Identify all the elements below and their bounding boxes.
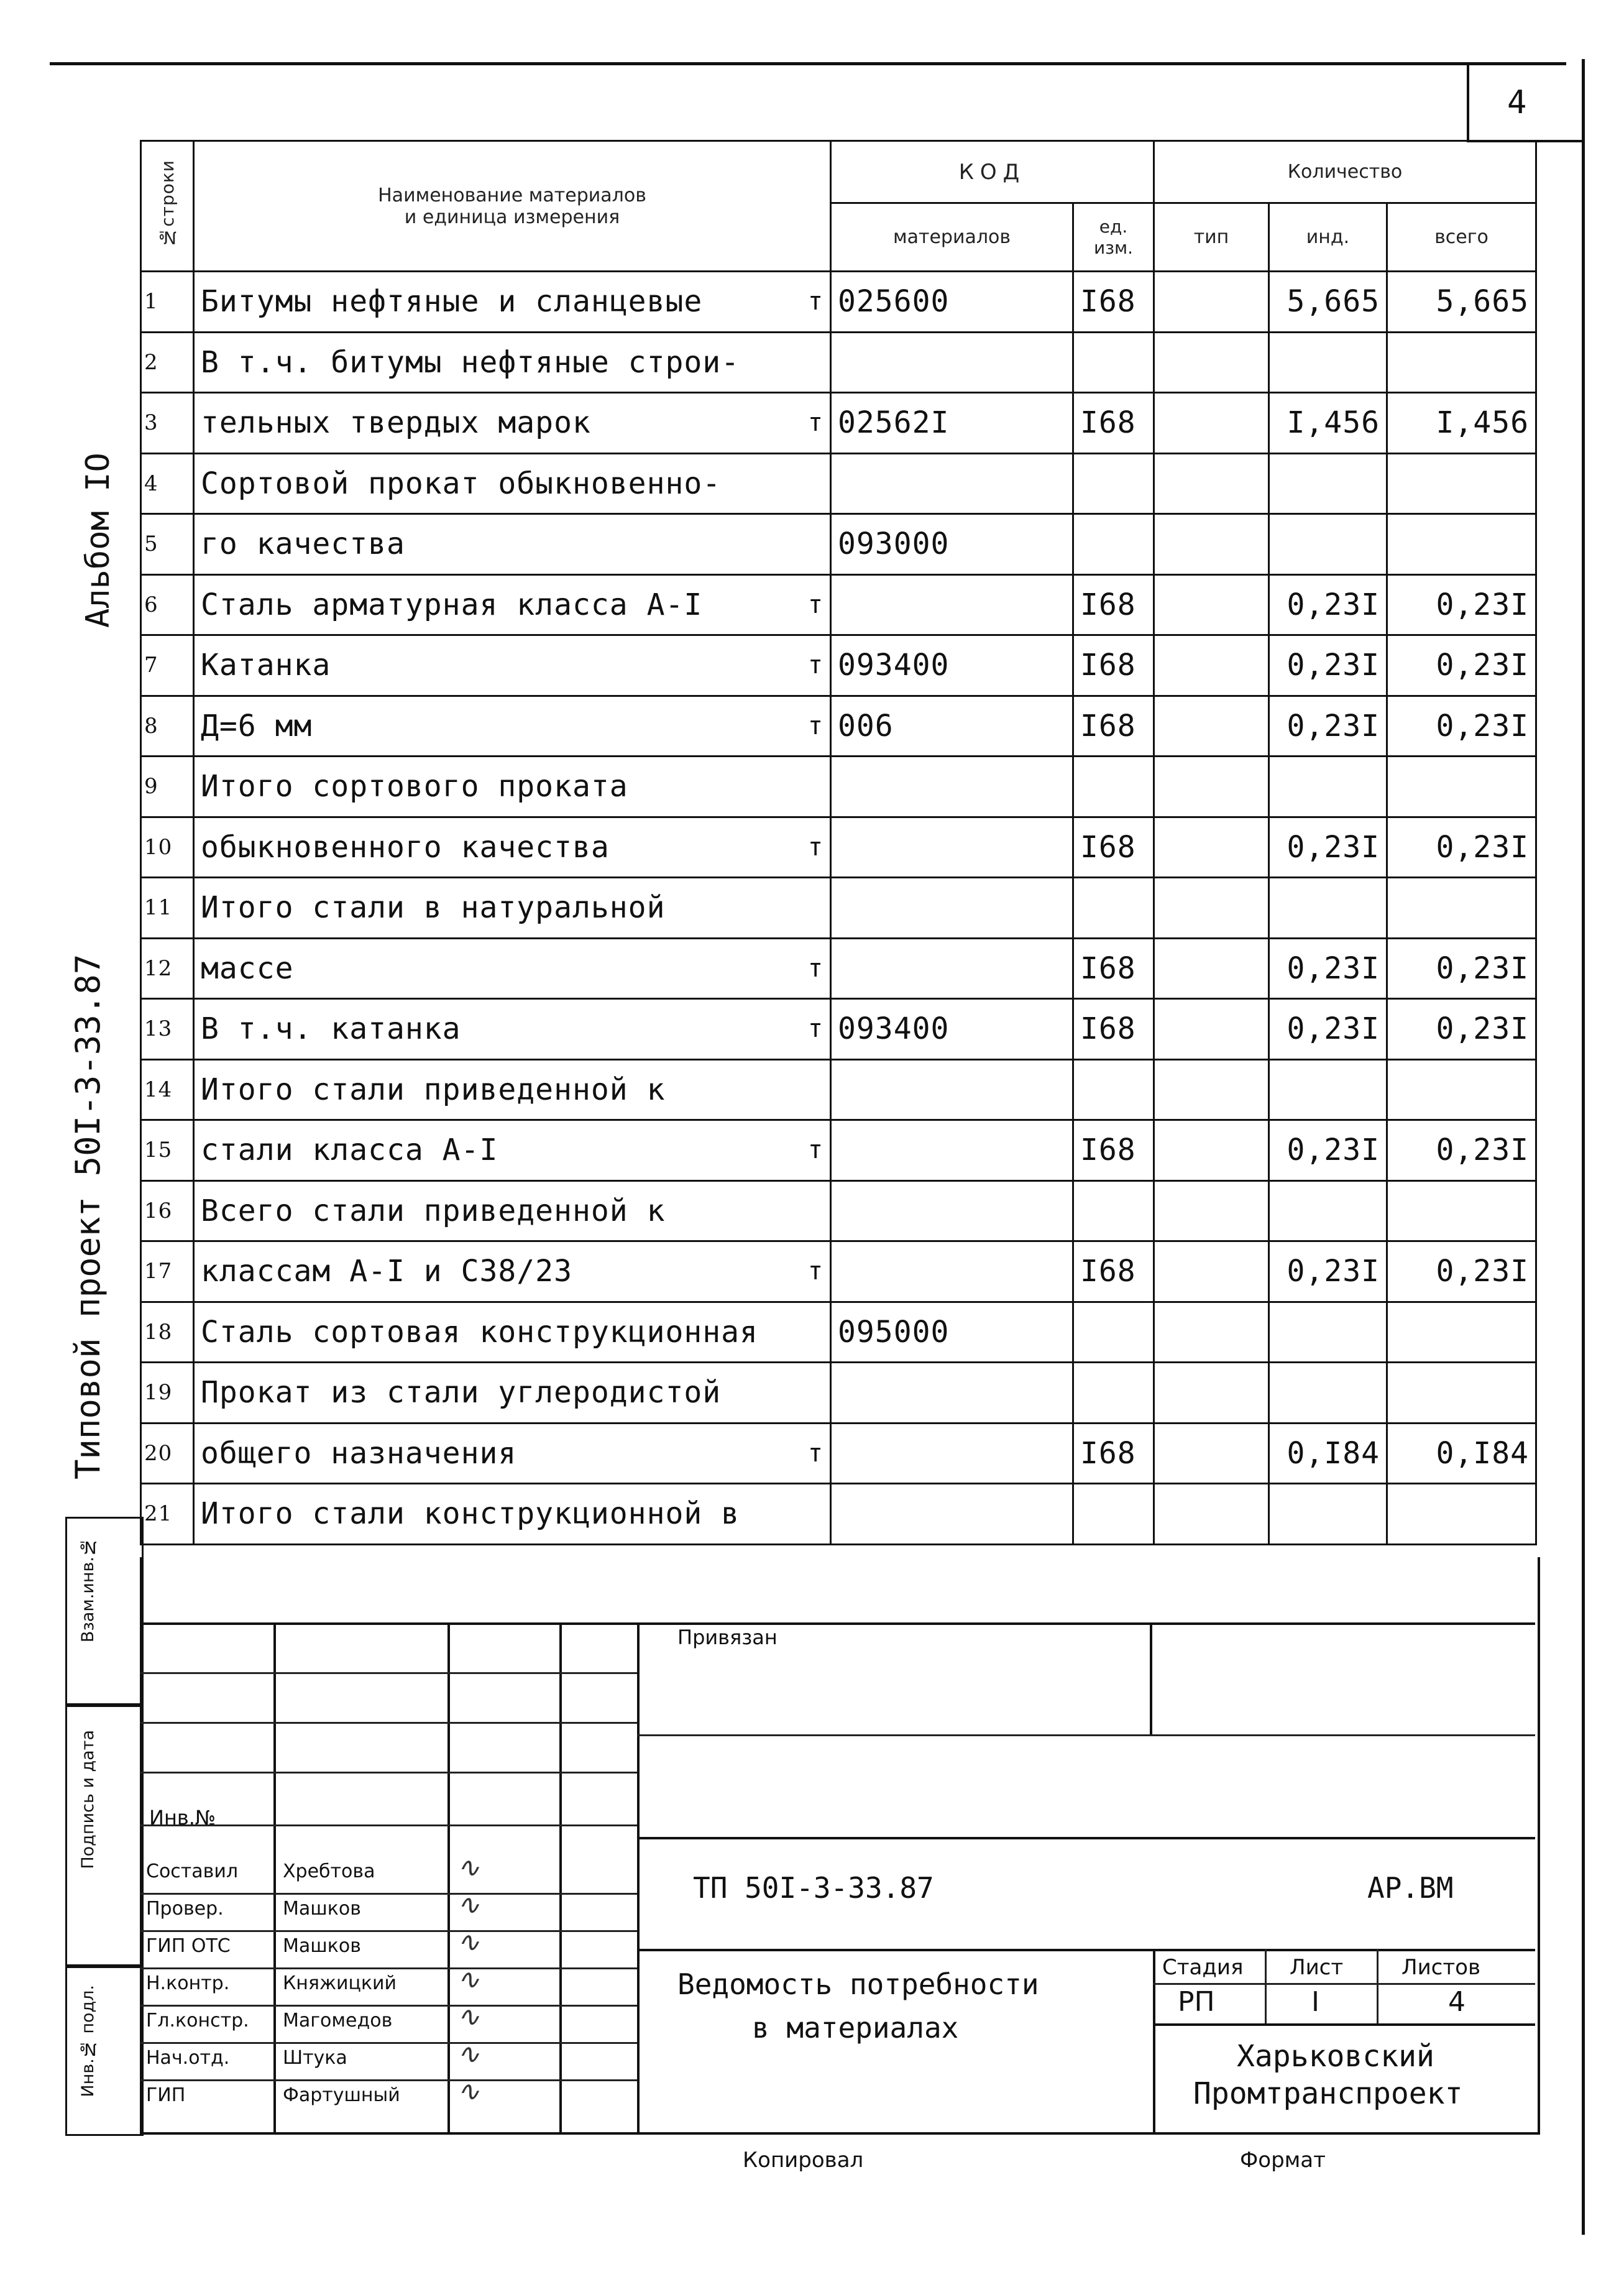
materials-table (140, 140, 1537, 1545)
vzam-inv-box (65, 1517, 144, 1707)
table-row (141, 272, 1536, 333)
table-row (141, 817, 1536, 878)
qty-total (1387, 514, 1536, 575)
row-number: 8 (141, 696, 194, 757)
qty-type (1154, 514, 1269, 575)
material-name-text: Битумы нефтяные и сланцевые (201, 284, 703, 320)
row-number: 20 (141, 1423, 194, 1484)
quantity-header: Количество (1154, 141, 1536, 203)
material-code (831, 938, 1073, 999)
signature-mark: ∿ (457, 1889, 480, 1921)
qty-ind: 0,23I (1269, 999, 1387, 1060)
material-code (831, 1059, 1073, 1120)
row-number: 10 (141, 817, 194, 878)
material-name (194, 999, 831, 1060)
signature-mark: ∿ (457, 2001, 480, 2033)
staff-row-line (140, 1967, 637, 1969)
qty-total: I,456 (1387, 393, 1536, 454)
material-name-text: общего назначения (201, 1435, 517, 1471)
staff-role: Провер. (146, 1898, 224, 1920)
sheet-number: 4 (1507, 84, 1527, 121)
sheets-value: 4 (1448, 1986, 1466, 2018)
qty-total (1387, 453, 1536, 514)
qty-total (1387, 878, 1536, 939)
qty-type (1154, 1241, 1269, 1302)
qty-ind (1269, 878, 1387, 939)
table-row (141, 1120, 1536, 1181)
table-row (141, 332, 1536, 393)
material-name (194, 1241, 831, 1302)
inv-no-label: Инв.№ (149, 1806, 216, 1829)
qty-ind: 0,23I (1269, 635, 1387, 696)
row-number: 13 (141, 999, 194, 1060)
table-row (141, 757, 1536, 817)
qty-ind: 0,I84 (1269, 1423, 1387, 1484)
qty-ind (1269, 1363, 1387, 1424)
signature-mark: ∿ (457, 1926, 480, 1958)
organization-line-2: Промтранспроект (1193, 2076, 1463, 2111)
table-row (141, 696, 1536, 757)
material-name (194, 453, 831, 514)
project-label: Типовой проект 50I-3-33.87 (68, 954, 108, 1479)
doc-title-line-1: Ведомость потребности (677, 1967, 1039, 2001)
row-number: 21 (141, 1484, 194, 1545)
row-number: 17 (141, 1241, 194, 1302)
qty-total (1387, 332, 1536, 393)
material-unit: т (807, 1136, 823, 1165)
unit-code (1073, 1180, 1154, 1241)
unit-code (1073, 514, 1154, 575)
staff-row-line (140, 1930, 637, 1932)
qty-ind: 0,23I (1269, 696, 1387, 757)
staff-role: Составил (146, 1861, 239, 1882)
material-name-text: В т.ч. битумы нефтяные строи- (201, 344, 740, 380)
material-code (831, 878, 1073, 939)
signature-mark: ∿ (457, 1964, 480, 1995)
unit-code (1073, 1302, 1154, 1363)
qty-type (1154, 574, 1269, 635)
material-name (194, 938, 831, 999)
material-name (194, 1484, 831, 1545)
table-row (141, 1180, 1536, 1241)
sheet-label: Лист (1290, 1955, 1344, 1980)
material-code: 093400 (831, 635, 1073, 696)
staff-col-divider-1 (273, 1622, 276, 2132)
code-header: КОД (831, 141, 1154, 203)
stage-block-divider (1153, 1949, 1155, 2132)
table-row (141, 393, 1536, 454)
stage-header-rule (1153, 1983, 1535, 1985)
material-name-text: Итого стали конструкционной в (201, 1496, 740, 1532)
row-number: 9 (141, 757, 194, 817)
table-row (141, 635, 1536, 696)
doc-code: ТП 50I-3-33.87 (693, 1871, 934, 1905)
row-number: 12 (141, 938, 194, 999)
qty-ind (1269, 757, 1387, 817)
material-name-text: В т.ч. катанка (201, 1011, 461, 1047)
material-unit: т (807, 590, 823, 619)
qty-ind: 5,665 (1269, 272, 1387, 333)
qty-total (1387, 1363, 1536, 1424)
qty-ind: I,456 (1269, 393, 1387, 454)
material-code: 093400 (831, 999, 1073, 1060)
doc-code-top-rule (637, 1837, 1535, 1839)
staff-row-line (140, 2042, 637, 2044)
material-name-text: классам А-I и С38/23 (201, 1254, 572, 1289)
qty-type (1154, 938, 1269, 999)
inv-podl-box (65, 1964, 144, 2136)
unit-code: I68 (1073, 938, 1154, 999)
material-code: 093000 (831, 514, 1073, 575)
qty-total (1387, 757, 1536, 817)
row-number: 4 (141, 453, 194, 514)
format-label: Формат (1240, 2148, 1326, 2173)
staff-col-divider-2 (447, 1622, 450, 2132)
qty-type (1154, 696, 1269, 757)
material-name (194, 696, 831, 757)
table-row (141, 1484, 1536, 1545)
privyazan-divider (1150, 1622, 1152, 1734)
qty-ind: 0,23I (1269, 1120, 1387, 1181)
material-name-text: Итого сортового проката (201, 769, 628, 804)
signature-mark: ∿ (457, 2038, 480, 2070)
material-code: 025600 (831, 272, 1073, 333)
qty-ind (1269, 1302, 1387, 1363)
unit-code (1073, 453, 1154, 514)
unit-code (1073, 1484, 1154, 1545)
row-number: 5 (141, 514, 194, 575)
unit-code: I68 (1073, 1120, 1154, 1181)
qty-ind (1269, 1484, 1387, 1545)
doc-mark: АР.ВМ (1367, 1871, 1454, 1905)
stage-value: РП (1178, 1986, 1215, 2018)
table-row (141, 1423, 1536, 1484)
table-row (141, 938, 1536, 999)
qty-total: 0,23I (1387, 1241, 1536, 1302)
material-name-text: го качества (201, 527, 405, 562)
qty-total (1387, 1484, 1536, 1545)
unit-code (1073, 878, 1154, 939)
qty-type (1154, 635, 1269, 696)
doc-title-line-2: в материалах (752, 2011, 959, 2045)
qty-total: 5,665 (1387, 272, 1536, 333)
staff-role: ГИП (146, 2084, 186, 2106)
qty-total: 0,23I (1387, 635, 1536, 696)
row-number: 1 (141, 272, 194, 333)
unit-code: I68 (1073, 696, 1154, 757)
row-number-header: №строки (141, 141, 194, 272)
material-name-text: Катанка (201, 648, 331, 683)
privyazan-bottom-rule (637, 1734, 1535, 1736)
qty-ind: 0,23I (1269, 938, 1387, 999)
staff-role: ГИП ОТС (146, 1935, 231, 1957)
unit-code: I68 (1073, 272, 1154, 333)
doc-code-bottom-rule (637, 1949, 1535, 1951)
signature-mark: ∿ (457, 2076, 480, 2107)
row-number: 7 (141, 635, 194, 696)
qty-type (1154, 999, 1269, 1060)
top-frame-line (50, 62, 1566, 65)
qty-total: 0,23I (1387, 696, 1536, 757)
unit-code: I68 (1073, 635, 1154, 696)
qty-type (1154, 453, 1269, 514)
copied-label: Копировал (743, 2148, 864, 2173)
material-name-text: Итого стали в натуральной (201, 890, 666, 926)
title-block-rule (140, 1622, 1535, 1625)
unit-code: I68 (1073, 817, 1154, 878)
qty-ind (1269, 453, 1387, 514)
qty-total: 0,23I (1387, 817, 1536, 878)
qty-type-header: тип (1154, 203, 1269, 272)
row-number: 18 (141, 1302, 194, 1363)
table-row (141, 878, 1536, 939)
qty-ind (1269, 332, 1387, 393)
staff-name: Машков (283, 1898, 361, 1920)
staff-role: Нач.отд. (146, 2047, 230, 2069)
material-name-text: массе (201, 950, 294, 986)
material-name-text: тельных твердых марок (201, 405, 591, 441)
material-code: 006 (831, 696, 1073, 757)
material-code (831, 1241, 1073, 1302)
material-name (194, 332, 831, 393)
material-code-header: материалов (831, 203, 1073, 272)
material-name-text: Д=6 мм (201, 708, 313, 743)
staff-role: Гл.констр. (146, 2010, 249, 2031)
qty-type (1154, 878, 1269, 939)
qty-type (1154, 1120, 1269, 1181)
unit-code-header: ед. изм. (1073, 203, 1154, 272)
inv-podl-label: Инв.№ подл. (78, 1985, 98, 2097)
signature-mark: ∿ (457, 1852, 480, 1884)
table-row (141, 1241, 1536, 1302)
qty-type (1154, 817, 1269, 878)
staff-name: Фартушный (283, 2084, 400, 2106)
unit-code: I68 (1073, 574, 1154, 635)
right-frame-line (1582, 59, 1585, 2235)
material-unit: т (807, 1014, 823, 1044)
sign-date-label: Подпись и дата (78, 1730, 98, 1869)
material-name (194, 1423, 831, 1484)
staff-role: Н.контр. (146, 1972, 230, 1994)
qty-type (1154, 272, 1269, 333)
material-name-text: стали класса А-I (201, 1133, 498, 1168)
sign-date-box (65, 1703, 144, 1968)
material-code (831, 332, 1073, 393)
qty-ind: 0,23I (1269, 1241, 1387, 1302)
title-block-grid-line (140, 1772, 637, 1774)
row-number: 11 (141, 878, 194, 939)
staff-name: Машков (283, 1935, 361, 1957)
material-code: 095000 (831, 1302, 1073, 1363)
qty-type (1154, 1059, 1269, 1120)
staff-name: Княжицкий (283, 1972, 397, 1994)
privyazan-label: Привязан (677, 1626, 778, 1649)
material-code: 02562I (831, 393, 1073, 454)
material-name (194, 1363, 831, 1424)
qty-type (1154, 393, 1269, 454)
table-row (141, 574, 1536, 635)
table-row (141, 1302, 1536, 1363)
staff-row-line (140, 2079, 637, 2081)
material-code (831, 1120, 1073, 1181)
qty-ind: 0,23I (1269, 574, 1387, 635)
material-unit: т (807, 954, 823, 983)
material-code (831, 574, 1073, 635)
material-code (831, 453, 1073, 514)
qty-ind (1269, 1180, 1387, 1241)
table-row (141, 514, 1536, 575)
material-unit: т (807, 287, 823, 316)
qty-total-header: всего (1387, 203, 1536, 272)
vzam-inv-label: Взам.инв.№ (78, 1537, 98, 1643)
row-number: 14 (141, 1059, 194, 1120)
unit-code: I68 (1073, 393, 1154, 454)
qty-total (1387, 1059, 1536, 1120)
row-number: 3 (141, 393, 194, 454)
stage-col-divider-1 (1265, 1949, 1267, 2023)
stage-bottom-rule (1153, 2023, 1535, 2026)
material-name (194, 817, 831, 878)
material-name (194, 1302, 831, 1363)
material-name (194, 1180, 831, 1241)
material-name-text: Итого стали приведенной к (201, 1072, 666, 1107)
qty-total: 0,23I (1387, 999, 1536, 1060)
material-name (194, 878, 831, 939)
table-row (141, 1363, 1536, 1424)
staff-row-line (140, 1893, 637, 1895)
material-unit: т (807, 651, 823, 680)
sheet-value: I (1311, 1986, 1319, 2018)
qty-ind: 0,23I (1269, 817, 1387, 878)
qty-total: 0,23I (1387, 574, 1536, 635)
material-name-text: Сортовой прокат обыкновенно- (201, 466, 722, 501)
row-number: 2 (141, 332, 194, 393)
material-name (194, 514, 831, 575)
material-name (194, 393, 831, 454)
material-name-header: Наименование материалов и единица измерения (194, 141, 831, 272)
qty-total (1387, 1180, 1536, 1241)
material-name-text: обыкновенного качества (201, 829, 610, 865)
material-name (194, 1120, 831, 1181)
unit-code: I68 (1073, 999, 1154, 1060)
row-number: 15 (141, 1120, 194, 1181)
title-block-grid-line (140, 1722, 637, 1724)
material-unit: т (807, 832, 823, 862)
qty-type (1154, 1302, 1269, 1363)
material-name (194, 757, 831, 817)
qty-type (1154, 1363, 1269, 1424)
material-name-text: Сталь сортовая конструкционная (201, 1314, 758, 1350)
staff-name: Хребтова (283, 1861, 375, 1882)
material-unit: т (807, 1438, 823, 1468)
material-code (831, 1423, 1073, 1484)
material-name-text: Всего стали приведенной к (201, 1193, 666, 1228)
material-name (194, 635, 831, 696)
table-row (141, 999, 1536, 1060)
qty-total: 0,23I (1387, 938, 1536, 999)
material-unit: т (807, 1257, 823, 1286)
unit-code: I68 (1073, 1241, 1154, 1302)
qty-type (1154, 1484, 1269, 1545)
table-row (141, 453, 1536, 514)
material-name-text: Сталь арматурная класса А-I (201, 587, 703, 622)
stage-label: Стадия (1162, 1955, 1244, 1980)
material-name (194, 272, 831, 333)
qty-total (1387, 1302, 1536, 1363)
staff-name: Магомедов (283, 2010, 393, 2031)
material-unit: т (807, 711, 823, 740)
material-name (194, 574, 831, 635)
materials-rows (141, 272, 1536, 1545)
organization-line-1: Харьковский (1237, 2039, 1434, 2074)
unit-code (1073, 332, 1154, 393)
stage-col-divider-2 (1377, 1949, 1379, 2023)
staff-col-divider-3 (559, 1622, 562, 2132)
album-label: Альбом IO (80, 453, 117, 628)
qty-ind-header: инд. (1269, 203, 1387, 272)
material-code (831, 757, 1073, 817)
row-number: 16 (141, 1180, 194, 1241)
qty-type (1154, 757, 1269, 817)
unit-code: I68 (1073, 1423, 1154, 1484)
material-code (831, 1180, 1073, 1241)
sheets-label: Листов (1402, 1955, 1481, 1980)
row-number: 19 (141, 1363, 194, 1424)
qty-total: 0,I84 (1387, 1423, 1536, 1484)
row-number: 6 (141, 574, 194, 635)
material-code (831, 817, 1073, 878)
qty-ind (1269, 514, 1387, 575)
qty-type (1154, 332, 1269, 393)
unit-code (1073, 757, 1154, 817)
material-code (831, 1484, 1073, 1545)
material-unit: т (807, 408, 823, 438)
staff-col-divider-4 (637, 1622, 640, 2132)
material-code (831, 1363, 1073, 1424)
qty-total: 0,23I (1387, 1120, 1536, 1181)
table-row (141, 1059, 1536, 1120)
qty-ind (1269, 1059, 1387, 1120)
material-name-text: Прокат из стали углеродистой (201, 1375, 722, 1410)
material-name (194, 1059, 831, 1120)
title-block-grid-line (140, 1672, 637, 1674)
staff-name: Штука (283, 2047, 347, 2069)
qty-type (1154, 1180, 1269, 1241)
unit-code (1073, 1059, 1154, 1120)
staff-row-line (140, 2005, 637, 2007)
unit-code (1073, 1363, 1154, 1424)
qty-type (1154, 1423, 1269, 1484)
